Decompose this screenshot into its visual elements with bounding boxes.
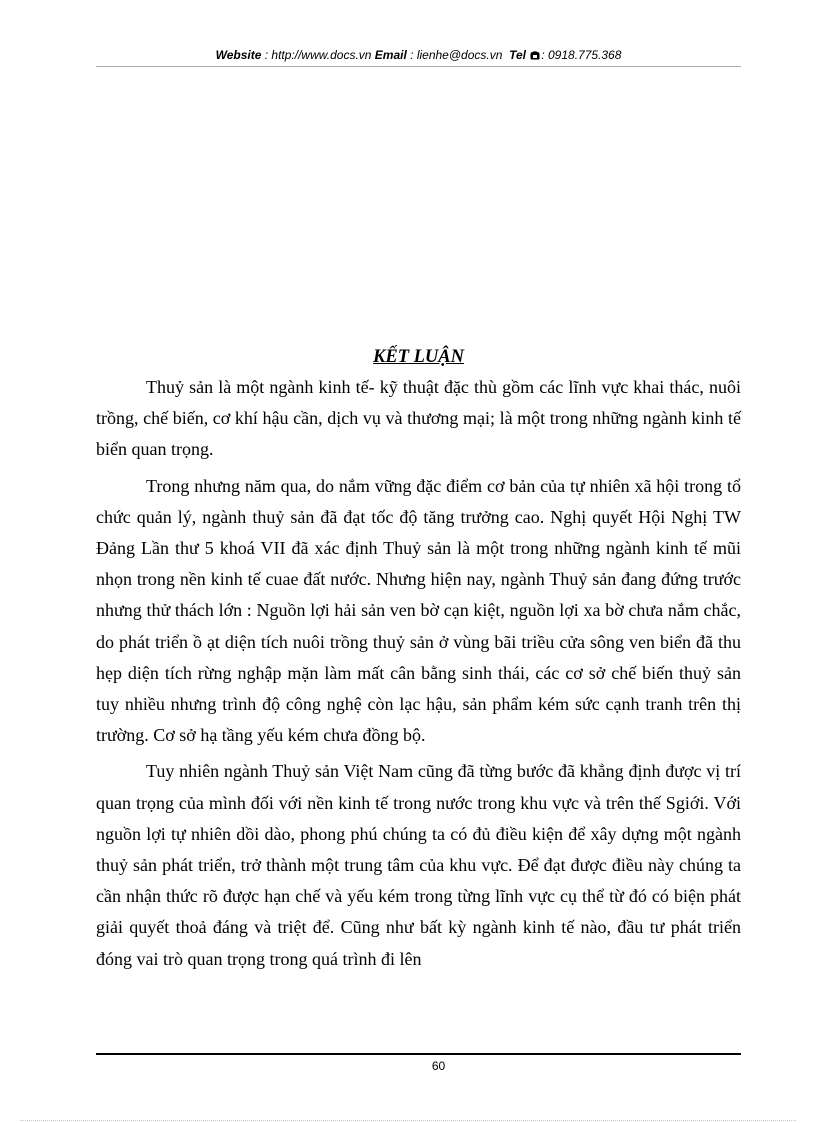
email-address[interactable]: lienhe@docs.vn xyxy=(416,48,503,62)
page-header xyxy=(96,47,741,63)
tel-number: 0918.775.368 xyxy=(548,48,622,62)
page-number: 60 xyxy=(431,1059,446,1073)
email-separator: : xyxy=(406,48,417,62)
website-separator: : xyxy=(261,48,272,62)
paragraph-1: Thuỷ sản là một ngành kinh tế- kỹ thuật đặc thù gồm các lĩnh vực khai thác, nuôi trồng, chế biến, cơ khí hậu cần, dịch vụ và thương mại; là một trong những ngành kinh tế biển quan trọng. xyxy=(96,377,741,460)
header-divider xyxy=(96,66,741,67)
phone-icon xyxy=(530,50,540,60)
tel-label: Tel xyxy=(509,48,526,62)
email-label: Email xyxy=(374,48,407,62)
website-label: Website xyxy=(215,48,262,62)
document-title: KẾT LUẬN xyxy=(373,347,464,367)
document-body xyxy=(96,372,741,980)
website-url[interactable]: http://www.docs.vn xyxy=(271,48,372,62)
paragraph-2: Trong nhưng năm qua, do nắm vững đặc điểm cơ bản của tự nhiên xã hội trong tổ chức quản lý, ngành thuỷ sản đã đạt tốc độ tăng trưởng cao. Nghị quyết Hội Nghị TW Đảng Lần thư 5 khoá VII đã xác định Thuỷ sản là một trong những ngành kinh tế mũi nhọn trong nền kinh tế cuae đất nước. Nhưng hiện nay, ngành Thuỷ sản đang đứng trước nhưng thử thách lớn : Nguồn lợi hải sản ven bờ cạn kiệt, nguồn lợi xa bờ chưa nắm chắc, do phát triển ồ ạt diện tích nuôi trồng thuỷ sản ở vùng bãi triều cửa sông ven biển đã thu hẹp diện tích rừng nghập mặn làm mất cân bằng sinh thái, các cơ sở chế biến thuỷ sản tuy nhiều nhưng trình độ công nghệ còn lạc hậu, sản phẩm kém sức cạnh tranh trên thị trường. Cơ sở hạ tầng yếu kém chưa đồng bộ. xyxy=(96,475,741,746)
page-bottom-edge xyxy=(20,1120,796,1121)
footer-divider xyxy=(96,1053,741,1055)
paragraph-3: Tuy nhiên ngành Thuỷ sản Việt Nam cũng đã từng bước đã khẳng định được vị trí quan trọng của mình đối với nền kinh tế trong nước trong khu vực và trên thế Sgiới. Với nguồn lợi tự nhiên dồi dào, phong phú chúng ta có đủ điều kiện để xây dựng một ngành thuỷ sản phát triển, trở thành một trung tâm của khu vực. Để đạt được điều này chúng ta cần nhận thức rõ được hạn chế và yếu kém trong từng lĩnh vực cụ thể từ đó có biện phát giải quyết thoả đáng và triệt để. Cũng như bất kỳ ngành kinh tế nào, đầu tư phát triển đóng vai trò quan trọng trong quá trình đi lên xyxy=(96,761,741,969)
tel-separator: : xyxy=(541,48,548,62)
